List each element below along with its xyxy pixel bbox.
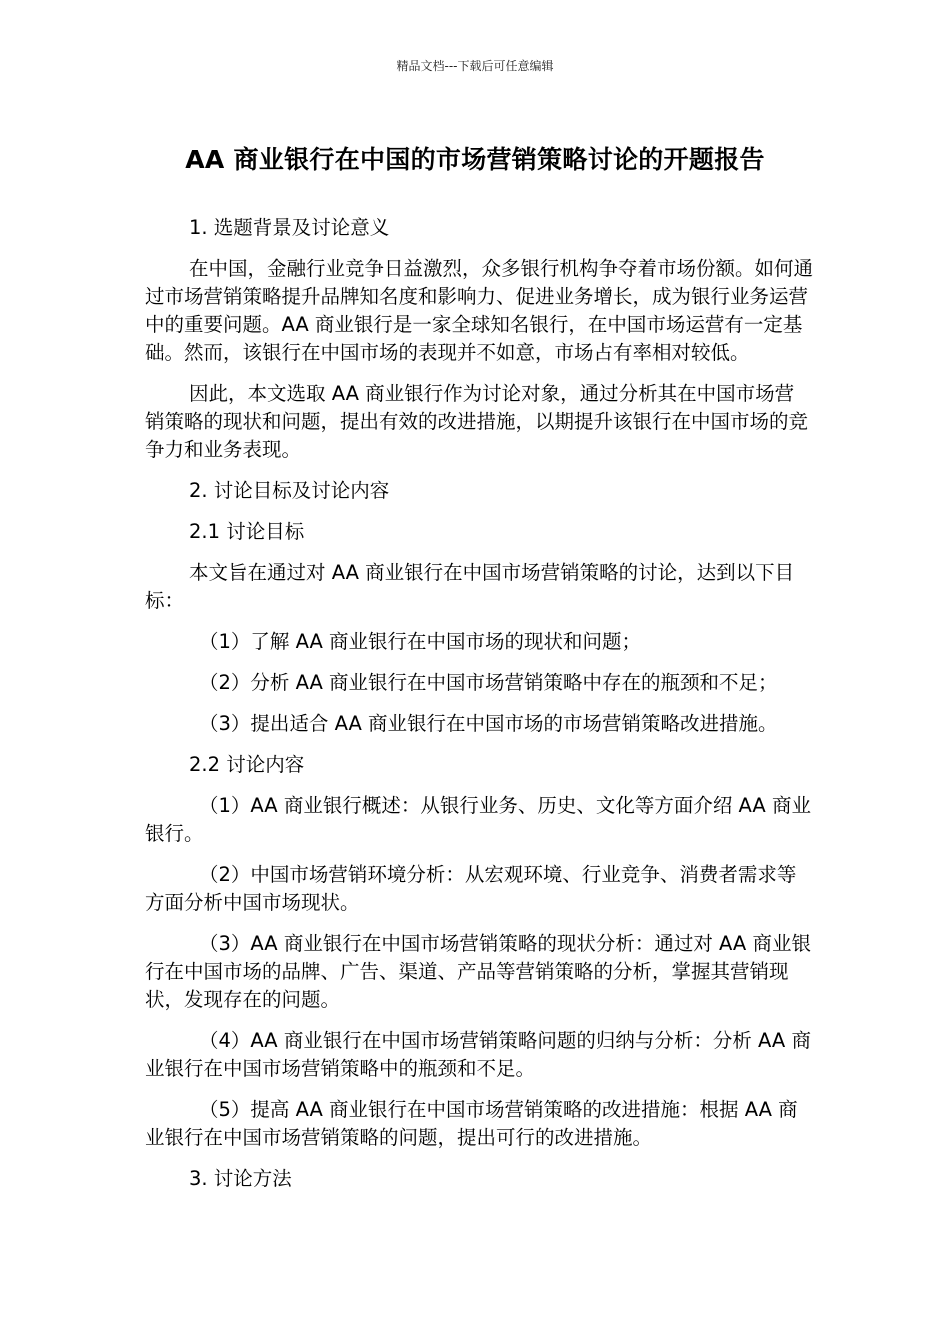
list-item: （3）提出适合 AA 商业银行在中国市场的市场营销策略改进措施。 <box>199 712 778 735</box>
list-item: （2）中国市场营销环境分析：从宏观环境、行业竞争、消费者需求等方面分析中国市场现状。 <box>145 863 797 914</box>
section-heading: 2. 讨论目标及讨论内容 <box>189 479 390 502</box>
section-heading: 2.2 讨论内容 <box>189 753 305 776</box>
paragraph: 因此，本文选取 AA 商业银行作为讨论对象，通过分析其在中国市场营销策略的现状和问题，提出有效的改进措施，以期提升该银行在中国市场的竞争力和业务表现。 <box>145 382 809 461</box>
list-item: （1）AA 商业银行概述：从银行业务、历史、文化等方面介绍 AA 商业银行。 <box>145 794 811 845</box>
list-item: （1）了解 AA 商业银行在中国市场的现状和问题； <box>199 630 642 653</box>
list-item: （2）分析 AA 商业银行在中国市场营销策略中存在的瓶颈和不足； <box>199 671 778 694</box>
list-item: （3）AA 商业银行在中国市场营销策略的现状分析：通过对 AA 商业银行在中国市场的品牌、广告、渠道、产品等营销策略的分析，掌握其营销现状，发现存在的问题。 <box>145 932 811 1011</box>
list-item: （5）提高 AA 商业银行在中国市场营销策略的改进措施：根据 AA 商业银行在中国市场营销策略的问题，提出可行的改进措施。 <box>145 1098 798 1149</box>
section-heading: 3. 讨论方法 <box>189 1167 292 1190</box>
document-body <box>145 214 813 1193</box>
section-heading: 2.1 讨论目标 <box>189 520 305 543</box>
list-item: （4）AA 商业银行在中国市场营销策略问题的归纳与分析：分析 AA 商业银行在中国市场营销策略中的瓶颈和不足。 <box>145 1029 811 1080</box>
paragraph: 本文旨在通过对 AA 商业银行在中国市场营销策略的讨论，达到以下目标： <box>145 561 795 612</box>
header-note: 精品文档---下载后可任意编辑 <box>396 59 554 73</box>
document-title: AA 商业银行在中国的市场营销策略讨论的开题报告 <box>185 145 765 174</box>
section-heading: 1. 选题背景及讨论意义 <box>189 216 390 239</box>
paragraph: 在中国，金融行业竞争日益激烈，众多银行机构争夺着市场份额。如何通过市场营销策略提升品牌知名度和影响力、促进业务增长，成为银行业务运营中的重要问题。AA 商业银行是一家全球知名银行，在中国市场运营有一定基础。然而，该银行在中国市场的表现并不如意，市场占有率相对较低。 <box>145 257 814 364</box>
